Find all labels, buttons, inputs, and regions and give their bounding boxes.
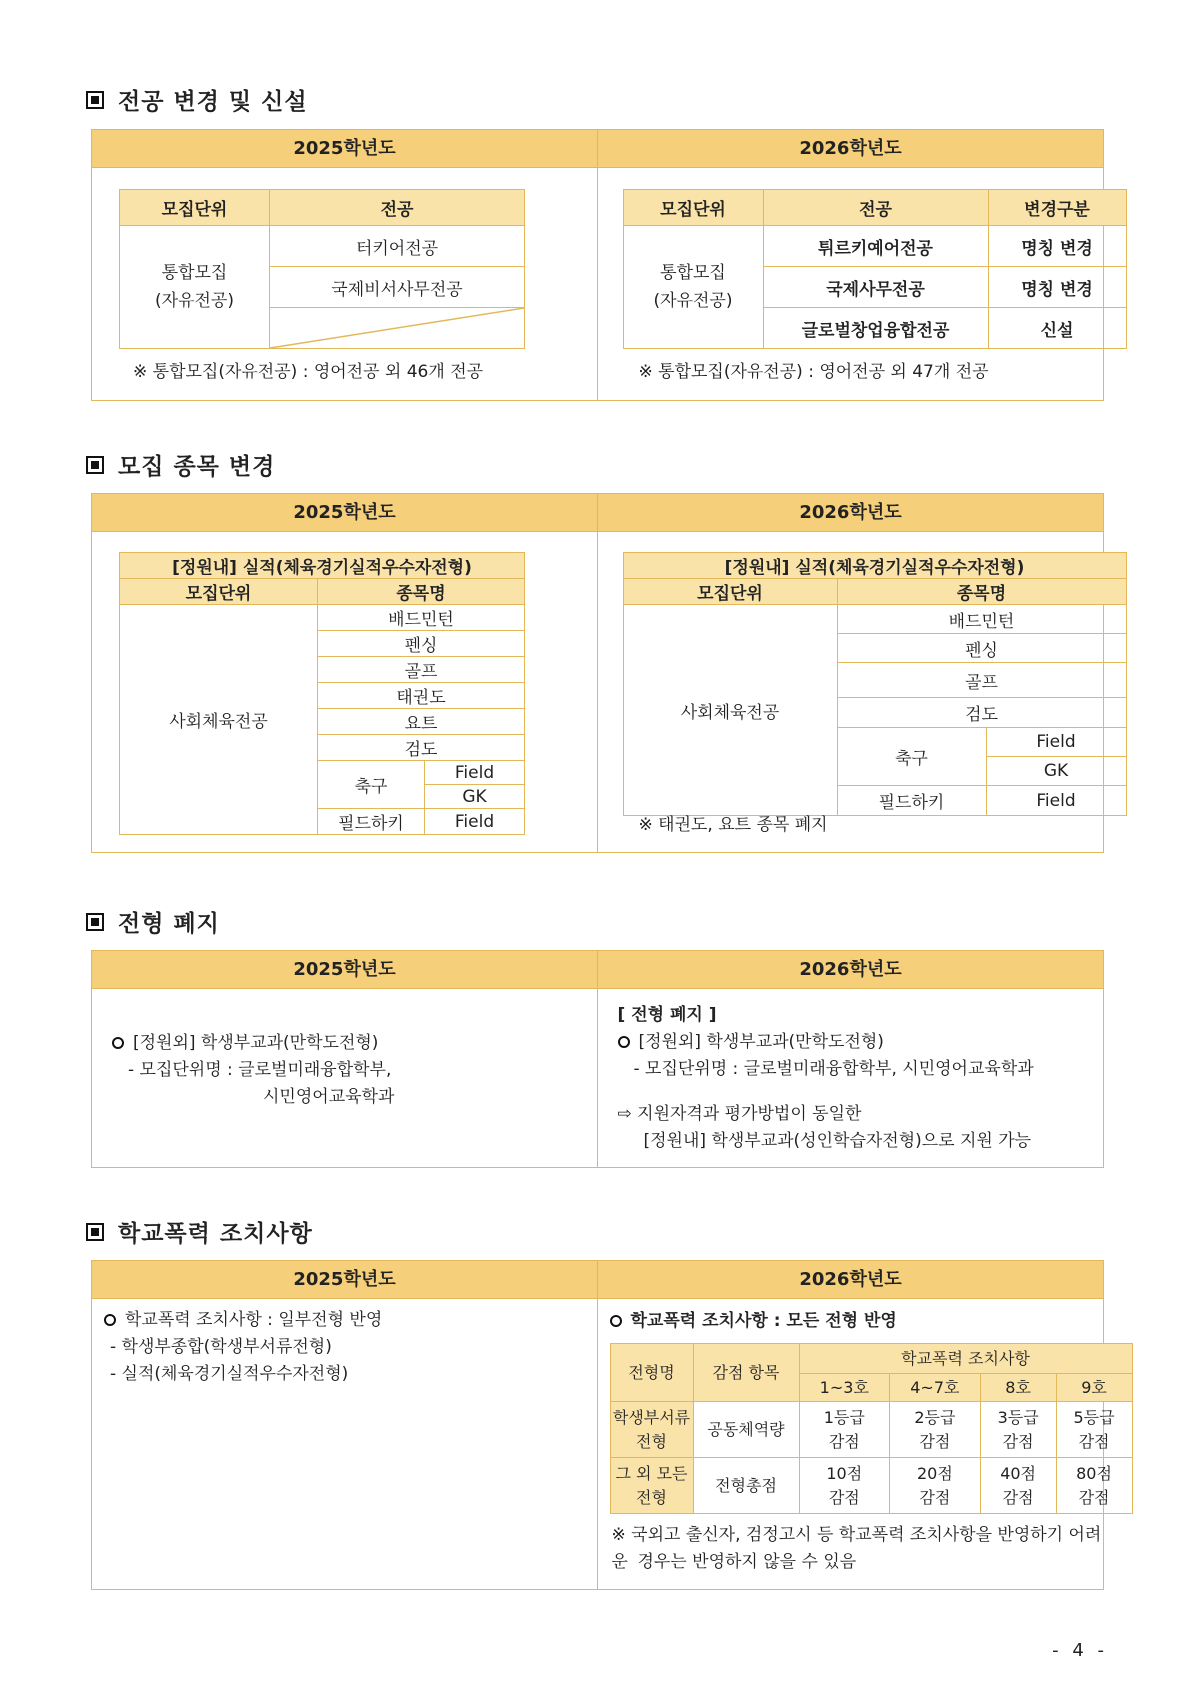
type-line: 학생부서류 bbox=[612, 1407, 691, 1427]
value-cell bbox=[799, 1402, 890, 1458]
position-cell: GK bbox=[986, 757, 1126, 786]
year-2026-label: 2026학년도 bbox=[799, 959, 902, 980]
sport-cell: 골프 bbox=[837, 663, 1126, 698]
unit-line: 통합모집 bbox=[660, 263, 726, 283]
value-line: 감점 bbox=[1002, 1431, 1034, 1451]
line-text: [정원외] 학생부교과(만학도전형) bbox=[133, 1033, 379, 1053]
section-title-text: 전공 변경 및 신설 bbox=[118, 89, 308, 115]
unit-cell: 사회체육전공 bbox=[623, 605, 837, 816]
sports-change-box bbox=[91, 493, 1104, 853]
sport-cell: 요트 bbox=[318, 709, 525, 735]
value-line: 3등급 bbox=[997, 1407, 1039, 1427]
unit-cell bbox=[120, 226, 270, 349]
header-type: 전형명 bbox=[610, 1344, 693, 1402]
value-line: 감점 bbox=[828, 1431, 860, 1451]
unit-cell bbox=[623, 226, 763, 349]
type-cell bbox=[610, 1458, 693, 1514]
section-title-abolish bbox=[86, 905, 220, 938]
note-2026: ※ 통합모집(자유전공) : 영어전공 외 47개 전공 bbox=[638, 362, 989, 382]
value-cell bbox=[890, 1458, 981, 1514]
sports-table-2025 bbox=[119, 552, 525, 835]
sport-cell: 축구 bbox=[837, 728, 986, 786]
sv-line bbox=[104, 1307, 382, 1334]
square-bullet-icon bbox=[86, 1223, 104, 1241]
value-line: 20점 bbox=[916, 1463, 953, 1483]
sport-cell: 펜싱 bbox=[837, 634, 1126, 663]
value-line: 감점 bbox=[919, 1487, 951, 1507]
circle-bullet-icon bbox=[112, 1037, 124, 1049]
sport-cell: 축구 bbox=[318, 761, 425, 809]
value-line: 5등급 bbox=[1073, 1407, 1115, 1427]
header-unit: 모집단위 bbox=[120, 579, 318, 605]
section-title-text: 학교폭력 조치사항 bbox=[118, 1221, 313, 1247]
section-title-major-change bbox=[86, 83, 308, 116]
value-line: 감점 bbox=[1078, 1431, 1110, 1451]
sv-line: - 학생부종합(학생부서류전형) bbox=[110, 1337, 332, 1357]
abolish-line: ⇨ 지원자격과 평가방법이 동일한 bbox=[617, 1104, 862, 1124]
line-text: [정원외] 학생부교과(만학도전형) bbox=[638, 1032, 884, 1052]
square-bullet-icon bbox=[86, 913, 104, 931]
section-title-sports-change bbox=[86, 448, 275, 481]
year-header bbox=[92, 494, 1103, 532]
item-cell: 전형총점 bbox=[693, 1458, 799, 1514]
value-cell bbox=[890, 1402, 981, 1458]
table-caption: [정원내] 실적(체육경기실적우수자전형) bbox=[623, 553, 1126, 579]
header-change: 변경구분 bbox=[988, 190, 1126, 226]
circle-bullet-icon bbox=[618, 1036, 630, 1048]
col-2025 bbox=[92, 532, 598, 852]
major-cell: 튀르키예어전공 bbox=[763, 226, 988, 267]
value-cell bbox=[1056, 1402, 1132, 1458]
type-line: 전형 bbox=[636, 1431, 667, 1451]
value-line: 2등급 bbox=[914, 1407, 956, 1427]
year-header bbox=[92, 130, 1103, 168]
unit-cell: 사회체육전공 bbox=[120, 605, 318, 835]
header-major: 전공 bbox=[270, 190, 525, 226]
year-2026-label: 2026학년도 bbox=[799, 138, 902, 159]
sport-cell: 필드하키 bbox=[837, 786, 986, 816]
value-line: 감점 bbox=[1002, 1487, 1034, 1507]
header-unit: 모집단위 bbox=[623, 190, 763, 226]
year-2026-label: 2026학년도 bbox=[799, 502, 902, 523]
abolish-line bbox=[112, 1030, 378, 1057]
abolish-box bbox=[91, 950, 1104, 1168]
col-2026 bbox=[598, 1299, 1115, 1589]
sv-note: 경우는 반영하지 않을 수 있음 bbox=[637, 1552, 857, 1572]
abolish-line: 시민영어교육학과 bbox=[263, 1087, 395, 1107]
year-2026-label: 2026학년도 bbox=[799, 1269, 902, 1290]
position-cell: Field bbox=[986, 786, 1126, 816]
year-2025-label: 2025학년도 bbox=[92, 1261, 598, 1298]
value-line: 1등급 bbox=[823, 1407, 865, 1427]
type-line: 그 외 모든 bbox=[615, 1463, 688, 1483]
section-title-school-violence bbox=[86, 1215, 313, 1248]
major-cell: 국제비서사무전공 bbox=[270, 267, 525, 308]
major-cell: 국제사무전공 bbox=[763, 267, 988, 308]
col-2025 bbox=[92, 1299, 598, 1589]
sport-cell: 검도 bbox=[318, 735, 525, 761]
header-level: 1~3호 bbox=[799, 1374, 890, 1402]
value-cell bbox=[980, 1458, 1056, 1514]
header-group: 학교폭력 조치사항 bbox=[799, 1344, 1132, 1374]
change-cell: 명칭 변경 bbox=[988, 267, 1126, 308]
sv-note: ※ 국외고 출신자, 검정고시 등 학교폭력 조치사항을 반영하기 어려운 bbox=[611, 1525, 1102, 1572]
header-sport: 종목명 bbox=[837, 579, 1126, 605]
unit-line: 통합모집 bbox=[161, 263, 228, 283]
sport-cell: 펜싱 bbox=[318, 631, 525, 657]
year-2025-label: 2025학년도 bbox=[92, 951, 598, 988]
line-text: 학교폭력 조치사항 : 일부전형 반영 bbox=[125, 1310, 383, 1330]
value-line: 감점 bbox=[919, 1431, 951, 1451]
value-line: 80점 bbox=[1076, 1463, 1112, 1483]
square-bullet-icon bbox=[86, 456, 104, 474]
year-2025-label: 2025학년도 bbox=[92, 494, 598, 531]
square-bullet-icon bbox=[86, 91, 104, 109]
abolish-line: [정원내] 학생부교과(성인학습자전형)으로 지원 가능 bbox=[643, 1131, 1032, 1151]
unit-line: (자유전공) bbox=[155, 291, 234, 311]
col-2025 bbox=[92, 989, 598, 1167]
position-cell: Field bbox=[425, 809, 525, 835]
position-cell: GK bbox=[425, 785, 525, 809]
sport-cell: 배드민턴 bbox=[318, 605, 525, 631]
major-cell: 글로벌창업융합전공 bbox=[763, 308, 988, 349]
sport-cell: 배드민턴 bbox=[837, 605, 1126, 634]
diagonal-line bbox=[270, 308, 524, 348]
sport-cell: 필드하키 bbox=[318, 809, 425, 835]
sport-cell: 골프 bbox=[318, 657, 525, 683]
page-number: - 4 - bbox=[1052, 1640, 1108, 1661]
change-cell: 신설 bbox=[988, 308, 1126, 349]
sv-heading bbox=[610, 1308, 897, 1335]
major-cell: 터키어전공 bbox=[270, 226, 525, 267]
value-cell bbox=[980, 1402, 1056, 1458]
type-line: 전형 bbox=[636, 1487, 667, 1507]
change-cell: 명칭 변경 bbox=[988, 226, 1126, 267]
year-header bbox=[92, 951, 1103, 989]
sports-table-2026 bbox=[623, 552, 1127, 816]
col-2026 bbox=[598, 168, 1104, 400]
header-unit: 모집단위 bbox=[120, 190, 270, 226]
circle-bullet-icon bbox=[104, 1314, 116, 1326]
value-line: 감점 bbox=[828, 1487, 860, 1507]
col-2025 bbox=[92, 168, 598, 400]
header-level: 9호 bbox=[1056, 1374, 1132, 1402]
line-text: 학교폭력 조치사항 : 모든 전형 반영 bbox=[630, 1311, 897, 1331]
abolish-line: - 모집단위명 : 글로벌미래융합학부, bbox=[128, 1060, 392, 1080]
note-2025: ※ 통합모집(자유전공) : 영어전공 외 46개 전공 bbox=[133, 362, 484, 382]
abolish-heading: [ 전형 폐지 ] bbox=[617, 1005, 717, 1025]
value-cell bbox=[799, 1458, 890, 1514]
header-level: 4~7호 bbox=[890, 1374, 981, 1402]
sport-cell: 태권도 bbox=[318, 683, 525, 709]
header-level: 8호 bbox=[980, 1374, 1056, 1402]
header-unit: 모집단위 bbox=[623, 579, 837, 605]
school-violence-box bbox=[91, 1260, 1115, 1590]
school-violence-table bbox=[610, 1343, 1133, 1514]
value-line: 10점 bbox=[826, 1463, 863, 1483]
section-title-text: 전형 폐지 bbox=[118, 911, 220, 937]
major-change-box bbox=[91, 129, 1104, 401]
unit-line: (자유전공) bbox=[653, 291, 733, 311]
empty-diagonal-cell bbox=[270, 308, 525, 349]
value-line: 감점 bbox=[1078, 1487, 1110, 1507]
abolish-line: - 모집단위명 : 글로벌미래융합학부, 시민영어교육학과 bbox=[633, 1059, 1034, 1079]
section-title-text: 모집 종목 변경 bbox=[118, 454, 276, 480]
value-cell bbox=[1056, 1458, 1132, 1514]
major-table-2026 bbox=[623, 189, 1127, 349]
note-2026: ※ 태권도, 요트 종목 폐지 bbox=[638, 815, 828, 835]
year-header bbox=[92, 1261, 1103, 1299]
position-cell: Field bbox=[986, 728, 1126, 757]
header-item: 감점 항목 bbox=[693, 1344, 799, 1402]
col-2026 bbox=[598, 989, 1104, 1167]
item-cell: 공동체역량 bbox=[693, 1402, 799, 1458]
position-cell: Field bbox=[425, 761, 525, 785]
col-2026 bbox=[598, 532, 1104, 852]
value-line: 40점 bbox=[1000, 1463, 1037, 1483]
major-table-2025 bbox=[119, 189, 525, 349]
sport-cell: 검도 bbox=[837, 698, 1126, 728]
abolish-line bbox=[618, 1029, 884, 1056]
header-major: 전공 bbox=[763, 190, 988, 226]
table-caption: [정원내] 실적(체육경기실적우수자전형) bbox=[120, 553, 525, 579]
circle-bullet-icon bbox=[610, 1315, 622, 1327]
header-sport: 종목명 bbox=[318, 579, 525, 605]
year-2025-label: 2025학년도 bbox=[92, 130, 598, 167]
sv-line: - 실적(체육경기실적우수자전형) bbox=[110, 1364, 349, 1384]
type-cell bbox=[610, 1402, 693, 1458]
